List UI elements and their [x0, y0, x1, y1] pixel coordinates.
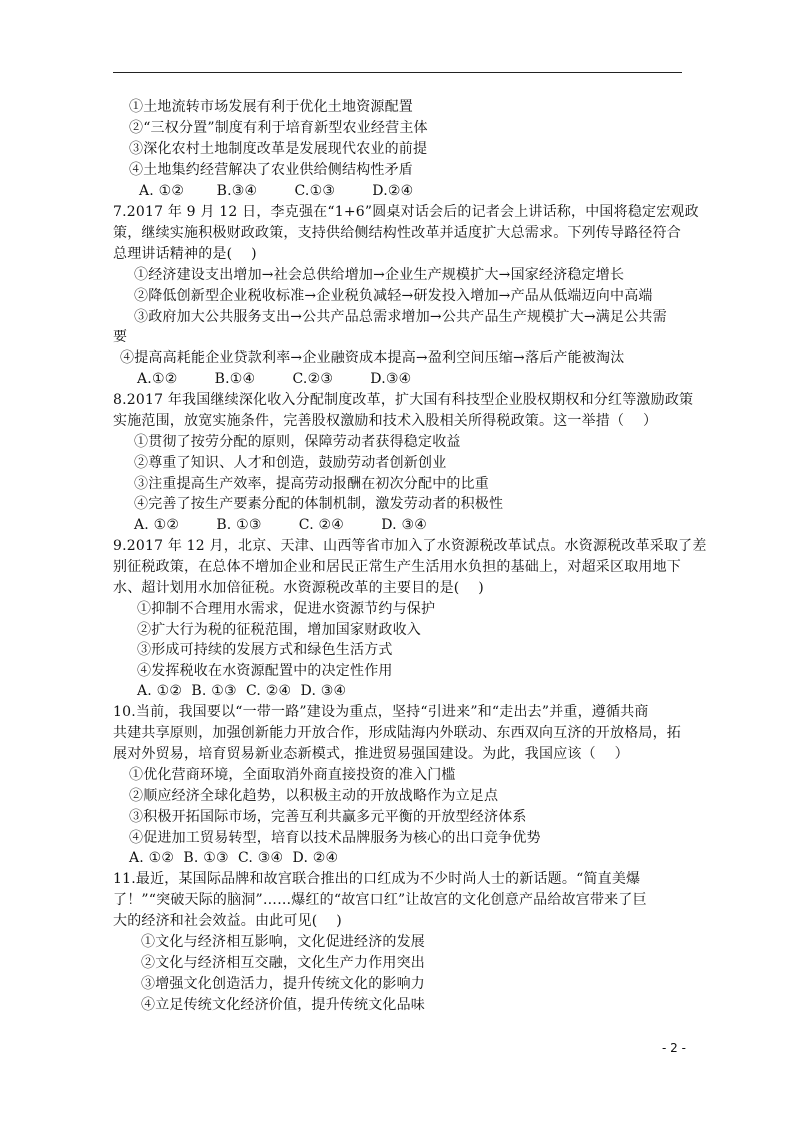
q10-stem-line-1: 10.当前，我国要以“一带一路”建设为重点，坚持“引进来”和“走出去”并重，遵循共商	[113, 704, 649, 720]
q6-option-1: ①土地流转市场发展有利于优化土地资源配置	[129, 99, 413, 115]
q6-option-4: ④土地集约经营解决了农业供给侧结构性矛盾	[129, 162, 413, 178]
q9-stem-line-1: 9.2017 年 12 月，北京、天津、山西等省市加入了水资源税改革试点。水资源税改革采取了差	[113, 538, 707, 554]
q6-option-2: ②“三权分置”制度有利于培育新型农业经营主体	[129, 120, 428, 136]
q9-option-4: ④发挥税收在水资源配置中的决定性作用	[137, 663, 393, 679]
q7-option-1: ①经济建设支出增加→社会总供给增加→企业生产规模扩大→国家经济稳定增长	[134, 267, 625, 283]
q11-stem-line-1: 11.最近，某国际品牌和故宫联合推出的口红成为不少时尚人士的新话题。“简直美爆	[113, 871, 641, 887]
q10-option-4: ④促进加工贸易转型，培育以技术品牌服务为核心的出口竞争优势	[129, 830, 541, 846]
q7-option-3: ③政府加大公共服务支出→公共产品总需求增加→公共产品生产规模扩大→满足公共需	[134, 309, 667, 325]
q10-stem-line-3: 展对外贸易，培育贸易新业态新模式，推进贸易强国建设。为此，我国应该（ ）	[113, 746, 629, 762]
q9-option-3: ③形成可持续的发展方式和绿色生活方式	[137, 642, 393, 658]
q11-stem-line-2: 了！”“突破天际的脑洞”……爆红的“故宫口红”让故宫的文化创意产品给故宫带来了巨	[113, 892, 647, 908]
q7-stem-line-2: 策，继续实施积极财政政策，支持供给侧结构性改革并适度扩大总需求。下列传导路径符合	[113, 225, 681, 241]
q9-option-1: ①抑制不合理用水需求，促进水资源节约与保护	[137, 601, 436, 617]
header-rule	[113, 72, 682, 73]
q8-stem-line-2: 实施范围，放宽实施条件，完善股权激励和技术入股相关所得税政策。这一举措（ ）	[113, 413, 658, 429]
q11-option-3: ③增强文化创造活力，提升传统文化的影响力	[141, 976, 425, 992]
q8-option-4: ④完善了按生产要素分配的体制机制，激发劳动者的积极性	[134, 496, 504, 512]
page-number: - 2 -	[662, 1041, 686, 1055]
q8-stem-line-1: 8.2017 年我国继续深化收入分配制度改革，扩大国有科技型企业股权期权和分红等激励政策	[113, 392, 694, 408]
q8-choices: A. ①② B. ①③ C. ②④ D. ③④	[134, 517, 427, 533]
q10-option-1: ①优化营商环境，全面取消外商直接投资的准入门槛	[129, 767, 456, 783]
q7-choices: A.①② B.①④ C.②③ D.③④	[137, 371, 412, 387]
q8-option-3: ③注重提高生产效率，提高劳动报酬在初次分配中的比重	[134, 476, 489, 492]
q10-choices: A. ①② B. ①③ C. ③④ D. ②④	[129, 850, 339, 866]
q10-option-3: ③积极开拓国际市场，完善互利共赢多元平衡的开放型经济体系	[129, 809, 527, 825]
q9-option-2: ②扩大行为税的征税范围，增加国家财政收入	[137, 622, 421, 638]
q11-option-4: ④立足传统文化经济价值，提升传统文化品味	[141, 997, 425, 1013]
q6-choices: A. ①② B.③④ C.①③ D.②④	[139, 183, 414, 199]
q9-choices: A. ①② B. ①③ C. ②④ D. ③④	[137, 683, 347, 699]
q7-stem-line-3: 总理讲话精神的是( )	[113, 246, 257, 262]
q7-option-3-cont: 要	[113, 329, 128, 345]
q7-stem-line-1: 7.2017 年 9 月 12 日，李克强在“1+6”圆桌对话会后的记者会上讲话称，中国将稳定宏观政	[113, 204, 699, 220]
q7-option-4: ④提高高耗能企业贷款利率→企业融资成本提高→盈利空间压缩→落后产能被淘汰	[120, 350, 625, 366]
q8-option-2: ②尊重了知识、人才和创造，鼓励劳动者创新创业	[134, 455, 447, 471]
q11-stem-line-3: 大的经济和社会效益。由此可见( )	[113, 913, 342, 929]
q11-option-1: ①文化与经济相互影响，文化促进经济的发展	[141, 934, 425, 950]
q7-option-2: ②降低创新型企业税收标准→企业税负减轻→研发投入增加→产品从低端迈向中高端	[134, 288, 653, 304]
q10-stem-line-2: 共建共享原则，加强创新能力开放合作，形成陆海内外联动、东西双向互济的开放格局，拓	[113, 725, 681, 741]
q11-option-2: ②文化与经济相互交融，文化生产力作用突出	[141, 955, 425, 971]
q10-option-2: ②顺应经济全球化趋势，以积极主动的开放战略作为立足点	[129, 788, 499, 804]
q9-stem-line-3: 水、超计划用水加倍征税。水资源税改革的主要目的是( )	[113, 580, 484, 596]
q6-option-3: ③深化农村土地制度改革是发展现代农业的前提	[129, 141, 428, 157]
q9-stem-line-2: 别征税政策，在总体不增加企业和居民正常生产生活用水负担的基础上，对超采区取用地下	[113, 559, 681, 575]
q8-option-1: ①贯彻了按劳分配的原则，保障劳动者获得稳定收益	[134, 434, 461, 450]
